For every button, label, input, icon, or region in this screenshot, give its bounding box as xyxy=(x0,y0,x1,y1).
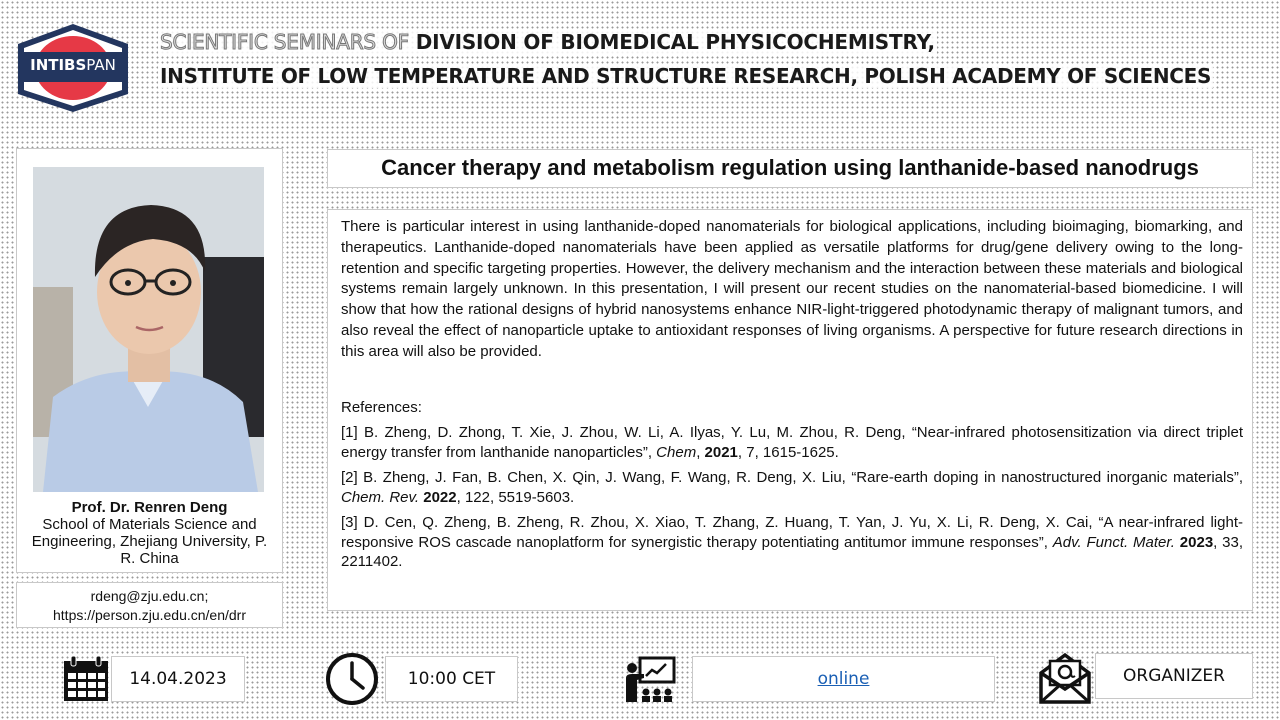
division-name: DIVISION OF BIOMEDICAL PHYSICOCHEMISTRY, xyxy=(415,30,935,54)
date-box xyxy=(111,656,245,702)
time-box xyxy=(385,656,518,702)
seminar-series-label: SCIENTIFIC SEMINARS OF xyxy=(160,30,409,54)
speaker-card xyxy=(16,148,283,573)
seminar-series-title xyxy=(158,30,937,54)
organizer-box xyxy=(1095,653,1253,699)
organizer-label: ORGANIZER xyxy=(1123,666,1225,686)
speaker-name: Prof. Dr. Renren Deng xyxy=(71,499,228,516)
institute-logo xyxy=(16,22,130,114)
calendar-icon xyxy=(62,655,110,707)
speaker-contact xyxy=(16,582,283,628)
talk-title: Cancer therapy and metabolism regulation using lanthanide-based nanodrugs xyxy=(327,149,1253,188)
institute-name: INSTITUTE OF LOW TEMPERATURE AND STRUCTURE RESEARCH, POLISH ACADEMY OF SCIENCES xyxy=(160,64,1212,88)
reference-item: [3] D. Cen, Q. Zheng, B. Zheng, R. Zhou, X. Xiao, T. Zhang, Z. Huang, T. Yan, J. Yu, X. Li, R. Deng, X. Cai, “A near-infrared light-responsive ROS cascade nanoplatform for synergistic therapy potentiating antitumor immune responses”, Adv. Funct. Mater. 2023, 33, 2211402. xyxy=(341,514,1244,571)
reference-item: [1] B. Zheng, D. Zhong, T. Xie, J. Zhou, W. Li, A. Ilyas, Y. Lu, M. Zhou, R. Deng, “Near-infrared photosensitization via direct triplet energy transfer from lanthanide nanoparticles”, Chem, 2021, 7, 1615-1625. xyxy=(341,424,1243,461)
clock-icon xyxy=(325,652,379,710)
presentation-icon xyxy=(624,656,678,708)
logo-text: INTIBSPAN xyxy=(30,56,116,74)
reference-item: [2] B. Zheng, J. Fan, B. Chen, X. Qin, J. Wang, F. Wang, R. Deng, X. Liu, “Rare-earth doping in nanostructured inorganic materials”, Chem. Rev. 2022, 122, 5519-5603. xyxy=(341,469,1243,506)
references-heading: References: xyxy=(341,398,422,416)
abstract-text: There is particular interest in using lanthanide-doped nanomaterials for biological applications, including bioimaging, biomarking, and therapeutics. Lanthanide-doped nanomaterials have been applied as versatile platforms for drug/gene delivery owing to the long-retention and specific targeting properties. However, the delivery mechanism and the interaction between these materials and biological systems remain largely unknown. In this presentation, I will present our recent studies on the nanomaterial-based biomedicine. I will show that how the rational designs of hybrid nanosystems enhance NIR-light-triggered photodynamic therapy of malignant tumors, and also reveal the effect of nanoparticle uptake to antioxidant responses of living organisms. A perspective for future research directions in this area will also be provided. xyxy=(341,218,1243,360)
speaker-email[interactable]: rdeng@zju.edu.cn; xyxy=(90,588,209,604)
abstract-panel xyxy=(327,209,1253,611)
online-link[interactable]: online xyxy=(817,669,870,689)
seminar-time: 10:00 CET xyxy=(407,669,496,689)
speaker-website[interactable]: https://person.zju.edu.cn/en/drr xyxy=(53,607,246,623)
speaker-affiliation: School of Materials Science and Engineering, Zhejiang University, P. R. China xyxy=(31,516,268,567)
speaker-photo xyxy=(33,167,264,492)
location-box xyxy=(692,656,995,702)
seminar-date: 14.04.2023 xyxy=(129,669,227,689)
email-envelope-icon xyxy=(1038,651,1092,709)
